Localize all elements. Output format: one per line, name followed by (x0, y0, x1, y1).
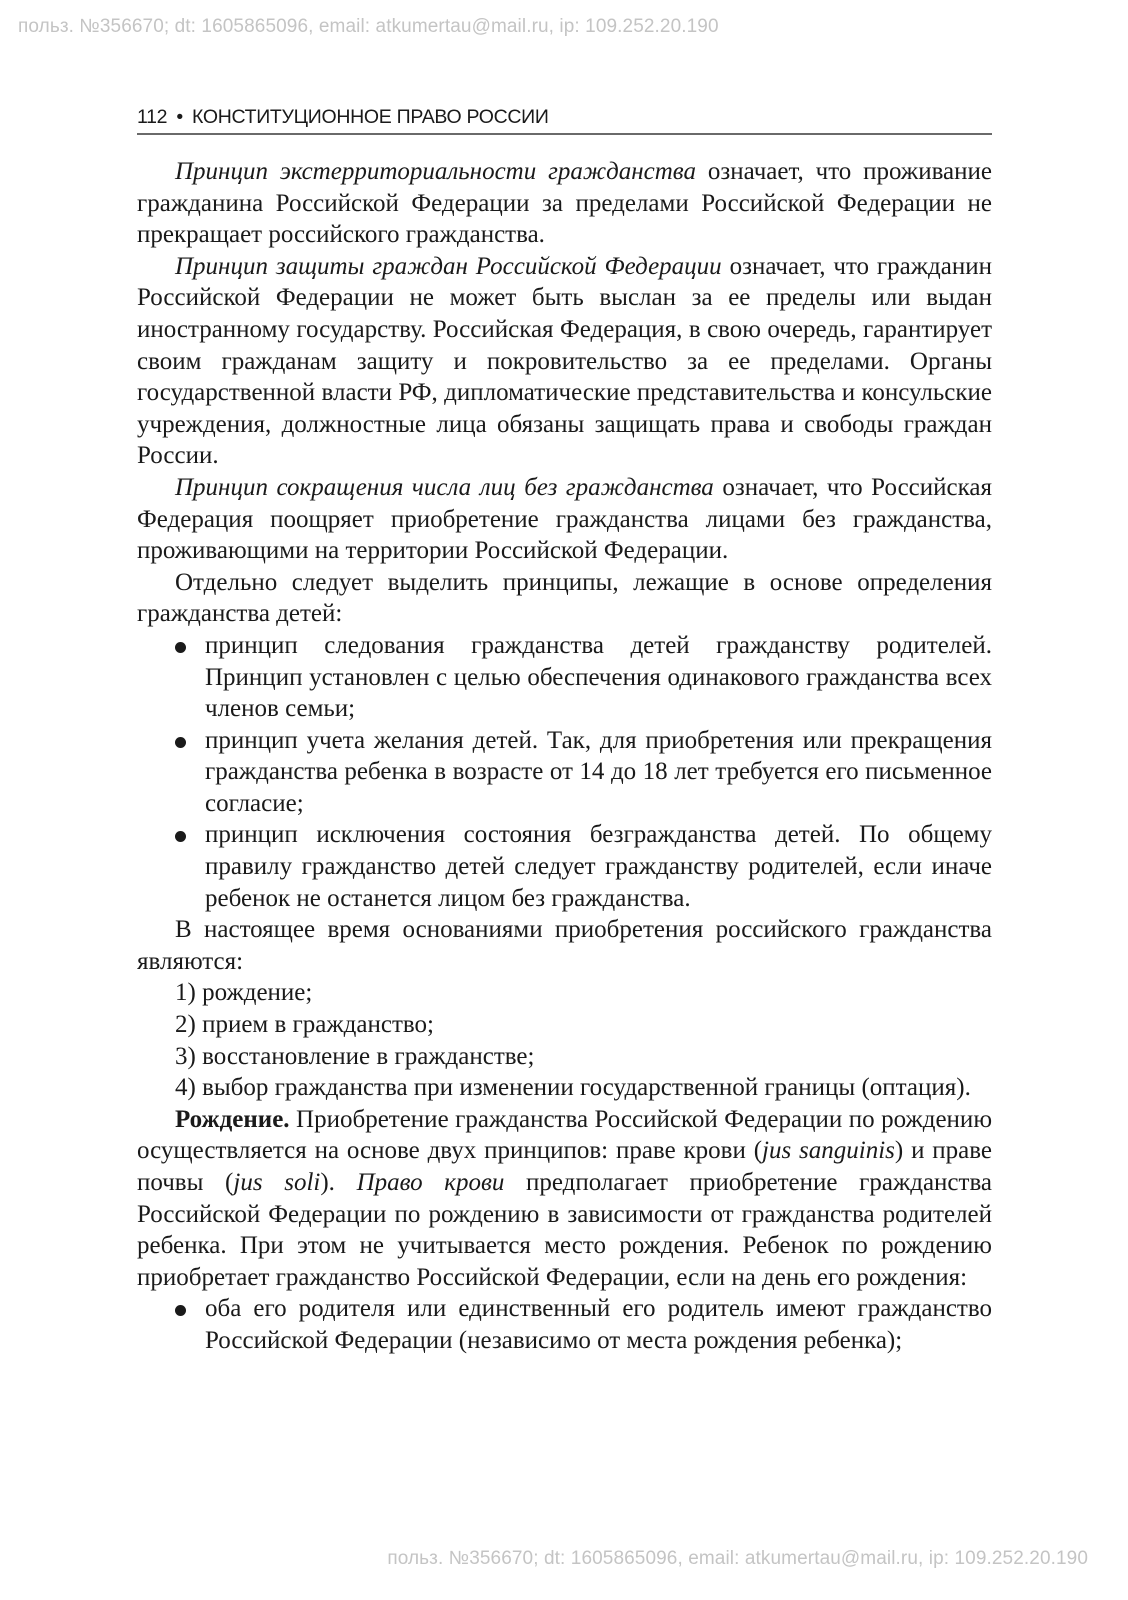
children-principles-list (137, 630, 992, 914)
page-number: 112 (137, 106, 168, 128)
latin-jus-sanguinis: jus sanguinis (762, 1137, 895, 1165)
paragraph-birth (137, 1104, 992, 1294)
bullet-icon (175, 1305, 186, 1316)
paragraph-text: ) и праве почвы ( (137, 1137, 993, 1196)
bullet-icon (175, 831, 186, 842)
list-item (205, 819, 992, 914)
list-item (205, 1293, 992, 1356)
header-separator: • (176, 106, 183, 128)
paragraph-text: Приобретение гражданства Российской Федерации по рождению осуществляется на основе двух принципов: праве крови ( (137, 1105, 992, 1165)
numbered-item-4: 4) выбор гражданства при изменении государственной границы (оптация). (175, 1074, 971, 1102)
term-extraterritoriality: Принцип экстерриториальности гражданства (175, 158, 696, 185)
watermark-bottom: польз. №356670; dt: 1605865096, email: atkumertau@mail.ru, ip: 109.252.20.190 (387, 1548, 1088, 1569)
list-item-text: принцип учета желания детей. Так, для приобретения или прекращения гражданства ребенка в возрасте от 14 до 18 лет требуется его письменное согласие; (205, 726, 992, 817)
paragraph-children-principles: Отдельно следует выделить принципы, лежащие в основе определения гражданства детей: (137, 568, 992, 628)
list-item (205, 630, 992, 725)
term-birth: Рождение. (175, 1105, 290, 1133)
paragraph-grounds: В настоящее время основаниями приобретения российского гражданства являются: (137, 916, 992, 975)
paragraph-extraterritoriality (137, 156, 992, 251)
paragraph-text: означает, что гражданин Российской Федерации не может быть выслан за ее пределы или выдан иностранному государству. Российская Федерация, в свою очередь, гарантирует своим гражданам защиту и покровительство за ее пределами. Органы государственной власти РФ, дипломатические представительства и консульские учреждения, должностные лица обязаны защищать права и свободы граждан России. (137, 252, 992, 470)
bullet-icon (175, 737, 186, 748)
birth-conditions-list (137, 1293, 992, 1356)
list-item-text: оба его родителя или единственный его родитель имеют гражданство Российской Федерации (независимо от места рождения ребенка); (205, 1295, 992, 1354)
paragraph-text: ). (320, 1169, 357, 1196)
paragraph-text: предполагает приобретение гражданства Российской Федерации по рождению в зависимости от гражданства родителей ребенка. При этом не учитывается место рождения. Ребенок по рождению приобретает гражданство Российской Федерации, если на день его рождения: (137, 1169, 993, 1291)
running-head (137, 106, 992, 135)
watermark-top: польз. №356670; dt: 1605865096, email: atkumertau@mail.ru, ip: 109.252.20.190 (18, 16, 719, 37)
term-statelessness: Принцип сокращения числа лиц без гражданства (175, 473, 714, 501)
numbered-item-1: 1) рождение; (175, 979, 313, 1007)
list-item-text: принцип исключения состояния безгражданства детей. По общему правилу гражданство детей следует гражданству родителей, если иначе ребенок не останется лицом без гражданства. (205, 821, 992, 912)
paragraph-text: означает, что проживание гражданина Российской Федерации за пределами Российской Федерации не прекращает российского гражданства. (137, 158, 992, 249)
numbered-item-2: 2) прием в гражданство; (175, 1011, 434, 1039)
paragraph-text: означает, что Российская Федерация поощряет приобретение гражданства лицами без гражданства, проживающими на территории Российской Федерации. (137, 473, 992, 565)
latin-jus-soli: jus soli (233, 1169, 321, 1196)
term-right-of-blood: Право крови (356, 1169, 505, 1196)
bullet-icon (175, 642, 186, 653)
paragraph-statelessness (137, 472, 992, 567)
list-item-text: принцип следования гражданства детей гражданству родителей. Принцип установлен с целью обеспечения одинакового гражданства всех членов семьи; (205, 631, 992, 723)
paragraph-protection (137, 251, 992, 472)
list-item (205, 725, 992, 820)
page-body (137, 156, 992, 1357)
term-protection: Принцип защиты граждан Российской Федерации (175, 252, 722, 280)
numbered-item-3: 3) восстановление в гражданстве; (175, 1042, 535, 1070)
book-title: КОНСТИТУЦИОННОЕ ПРАВО РОССИИ (191, 106, 549, 128)
